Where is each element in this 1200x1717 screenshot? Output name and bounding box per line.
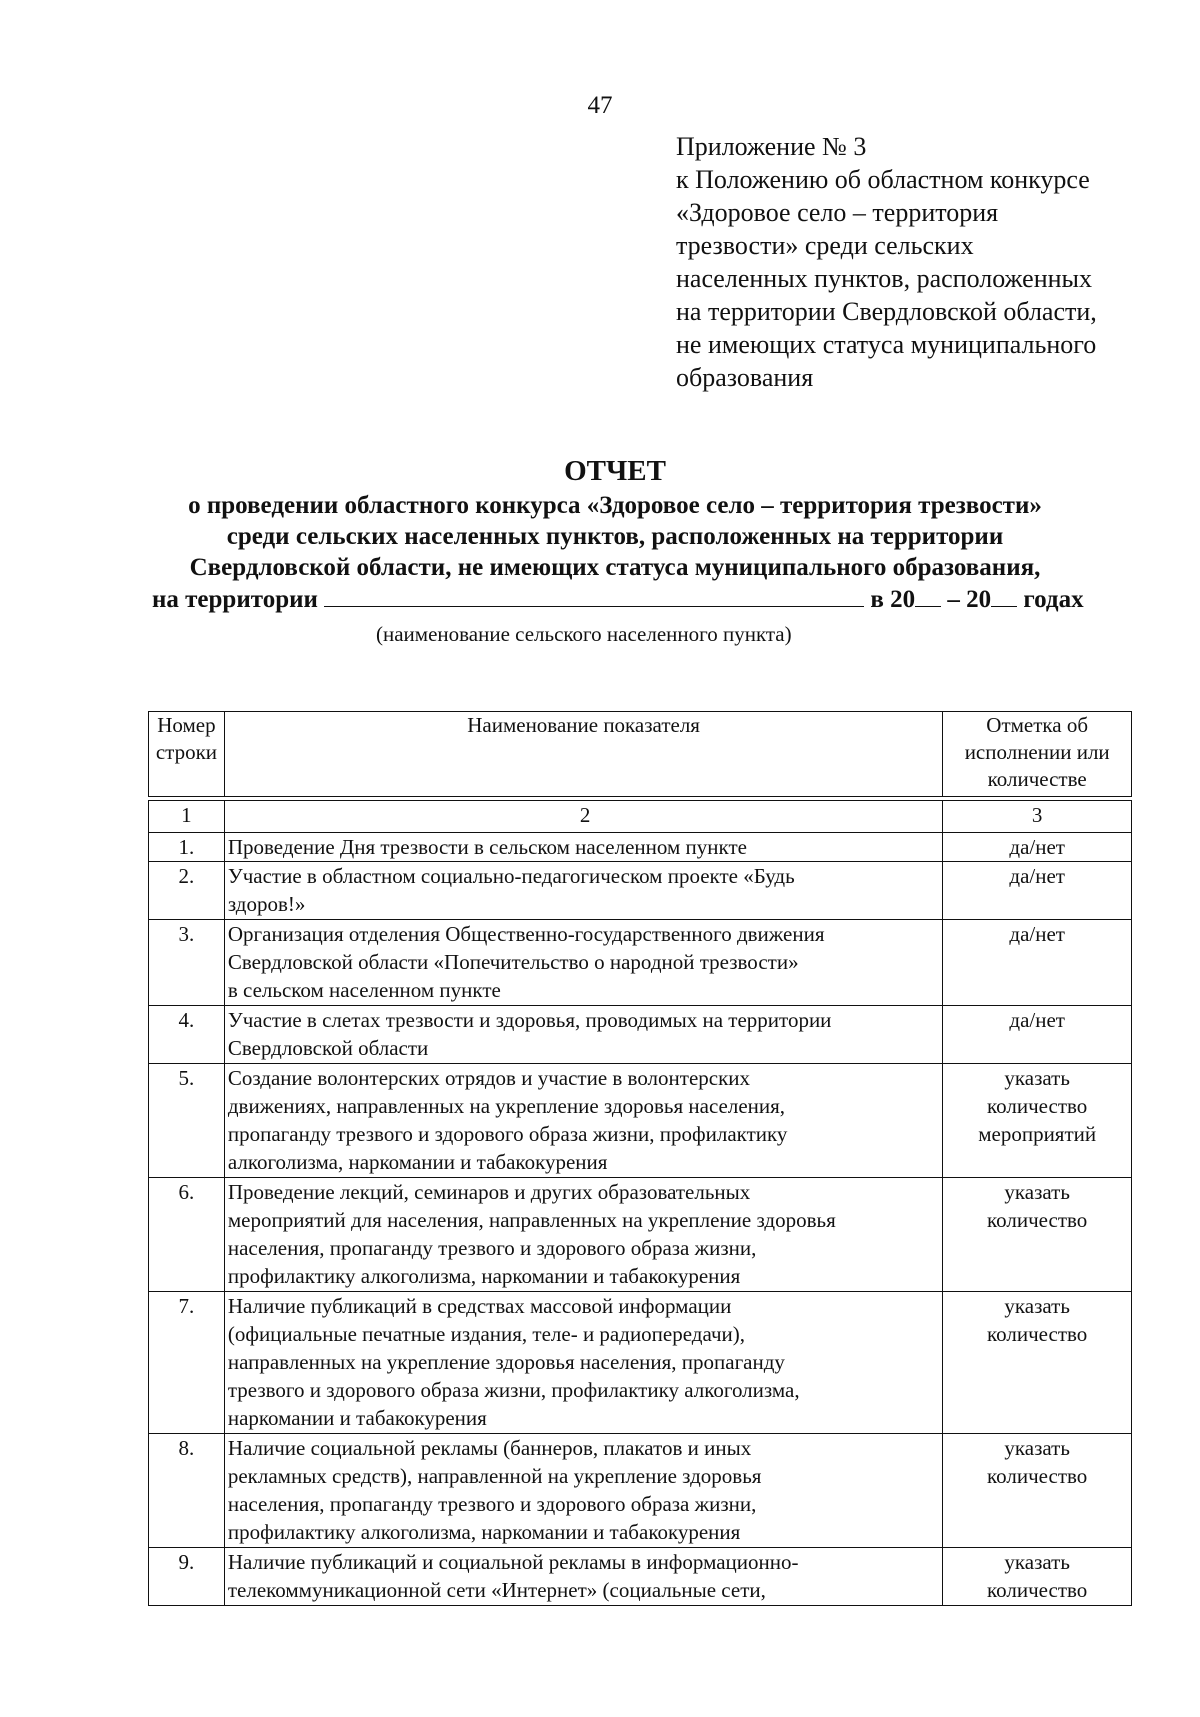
table-row — [149, 1547, 1131, 1605]
row-mark[interactable]: указать количество — [987, 1294, 1088, 1346]
header-mark: Отметка об исполнении или количестве — [964, 713, 1110, 791]
row-mark[interactable]: да/нет — [1009, 1008, 1065, 1032]
report-heading-line: о проведении областного конкурса «Здоровое село – территория трезвости» — [188, 492, 1042, 519]
table-row — [149, 1177, 1131, 1291]
row-indicator: Создание волонтерских отрядов и участие в волонтерских движениях, направленных на укрепление здоровья населения, пропаганду трезвого и здорового образа жизни, профилактику алкоголизма, наркомании и табакокурения — [225, 1064, 944, 1177]
column-index: 1 — [149, 801, 225, 832]
territory-caption: (наименование сельского населенного пункта) — [376, 622, 792, 646]
row-mark[interactable]: указать количество — [987, 1436, 1088, 1488]
years-prefix: в 20 — [870, 586, 916, 613]
row-indicator: Проведение лекций, семинаров и других образовательных мероприятий для населения, направленных на укрепление здоровья населения, пропаганду трезвого и здорового образа жизни, профилактику алкоголизма, наркомании и табакокурения — [225, 1178, 944, 1291]
appendix-line: населенных пунктов, расположенных — [676, 264, 1093, 293]
row-mark[interactable]: да/нет — [1009, 922, 1065, 946]
years-dash: – 20 — [947, 586, 992, 613]
table-row — [149, 861, 1131, 919]
row-indicator: Участие в областном социально-педагогическом проекте «Будь здоров!» — [225, 862, 944, 919]
row-indicator: Участие в слетах трезвости и здоровья, проводимых на территории Свердловской области — [225, 1006, 944, 1063]
column-index: 3 — [1031, 803, 1043, 827]
row-indicator: Проведение Дня трезвости в сельском населенном пункте — [225, 833, 944, 861]
territory-line — [152, 586, 1084, 614]
year-end-blank[interactable] — [991, 586, 1017, 607]
table-header — [148, 711, 1132, 797]
row-indicator: Наличие социальной рекламы (баннеров, плакатов и иных рекламных средств), направленной на укрепление здоровья населения, пропаганду трезвого и здорового образа жизни, профилактику алкоголизма, наркомании и табакокурения — [225, 1434, 944, 1547]
row-indicator: Организация отделения Общественно-государственного движения Свердловской области «Попечительство о народной трезвости» в сельском населенном пункте — [225, 920, 944, 1005]
territory-blank[interactable] — [324, 586, 864, 607]
indicators-table — [148, 800, 1132, 1606]
table-row — [149, 832, 1131, 861]
row-number: 1. — [149, 833, 225, 861]
appendix-line: на территории Свердловской области, — [676, 297, 1097, 326]
row-number: 8. — [149, 1434, 225, 1547]
territory-prefix: на территории — [152, 586, 318, 613]
header-name: Наименование показателя — [225, 712, 944, 796]
table-row — [149, 1063, 1131, 1177]
appendix-block — [676, 130, 1156, 394]
row-number: 6. — [149, 1178, 225, 1291]
row-mark[interactable]: указать количество мероприятий — [978, 1066, 1097, 1146]
report-title: ОТЧЕТ — [564, 455, 666, 487]
row-number: 3. — [149, 920, 225, 1005]
appendix-line: не имеющих статуса муниципального — [676, 330, 1097, 359]
row-number: 9. — [149, 1548, 225, 1605]
row-mark[interactable]: указать количество — [987, 1550, 1088, 1602]
column-index-row — [149, 801, 1131, 832]
row-number: 7. — [149, 1292, 225, 1433]
appendix-line: Приложение № 3 — [676, 132, 867, 161]
report-heading-line: среди сельских населенных пунктов, расположенных на территории — [226, 523, 1004, 550]
column-index: 2 — [225, 801, 944, 832]
table-row — [149, 919, 1131, 1005]
row-mark[interactable]: да/нет — [1009, 835, 1065, 859]
row-number: 4. — [149, 1006, 225, 1063]
row-indicator: Наличие публикаций и социальной рекламы в информационно- телекоммуникационной сети «Интернет» (социальные сети, — [225, 1548, 944, 1605]
appendix-line: трезвости» среди сельских — [676, 231, 974, 260]
row-indicator: Наличие публикаций в средствах массовой информации (официальные печатные издания, теле- и радиопередачи), направленных на укрепление здоровья населения, пропаганду трезвого и здорового образа жизни, профилактику алкоголизма, наркомании и табакокурения — [225, 1292, 944, 1433]
years-suffix: годах — [1023, 586, 1084, 613]
report-heading — [100, 490, 1130, 583]
year-start-blank[interactable] — [915, 586, 941, 607]
header-number: Номер строки — [149, 712, 225, 796]
appendix-line: образования — [676, 363, 814, 392]
row-number: 5. — [149, 1064, 225, 1177]
report-heading-line: Свердловской области, не имеющих статуса муниципального образования, — [189, 554, 1041, 581]
row-number: 2. — [149, 862, 225, 919]
appendix-line: к Положению об областном конкурсе — [676, 165, 1090, 194]
table-row — [149, 1005, 1131, 1063]
row-mark[interactable]: указать количество — [987, 1180, 1088, 1232]
page-number: 47 — [587, 92, 613, 119]
appendix-line: «Здоровое село – территория — [676, 198, 999, 227]
row-mark[interactable]: да/нет — [1009, 864, 1065, 888]
table-row — [149, 1433, 1131, 1547]
table-row — [149, 1291, 1131, 1433]
